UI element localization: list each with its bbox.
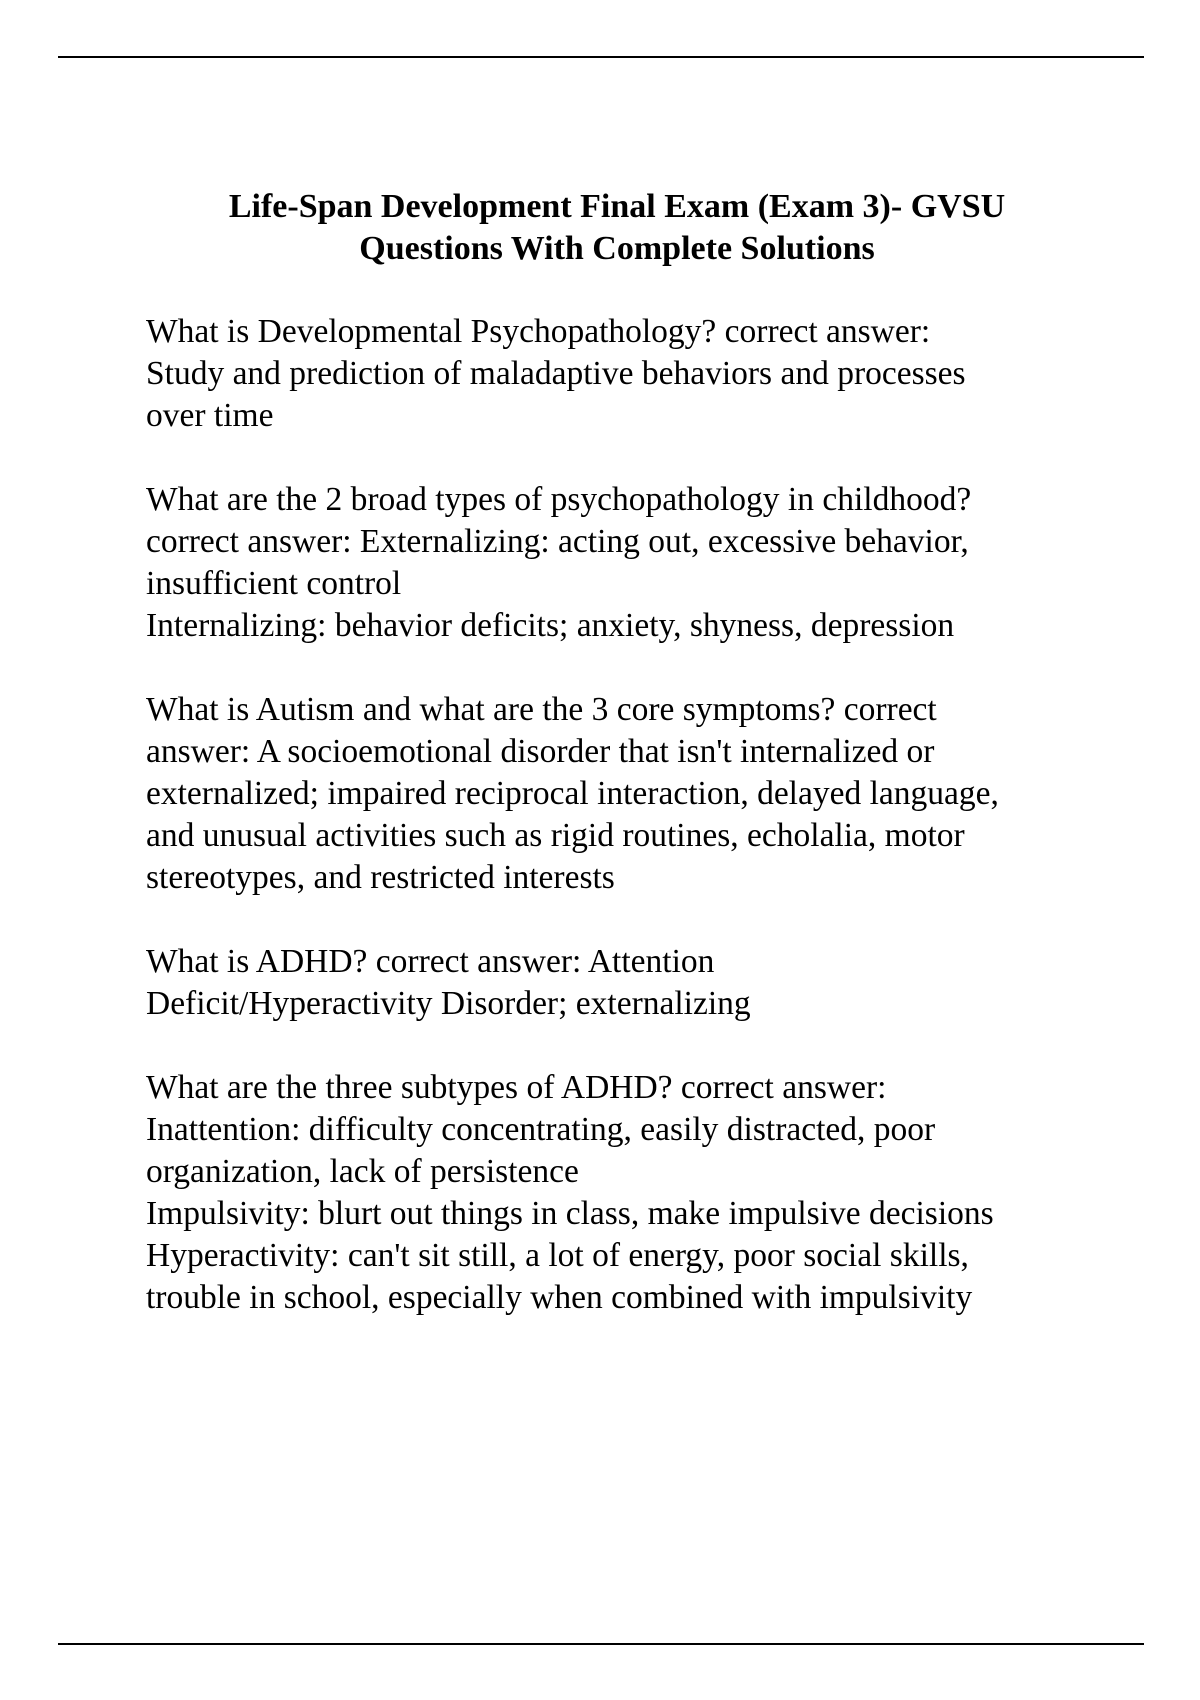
qa-line: What are the 2 broad types of psychopathology in childhood?	[146, 481, 972, 518]
qa-line: over time	[146, 397, 274, 434]
qa-line: correct answer: Externalizing: acting out, excessive behavior,	[146, 523, 969, 560]
document-body	[146, 311, 1156, 1361]
document-title	[0, 186, 1200, 270]
qa-line: What is Autism and what are the 3 core symptoms? correct	[146, 691, 937, 728]
qa-block-psychopathology-types	[146, 479, 1156, 647]
qa-line: Study and prediction of maladaptive behaviors and processes	[146, 355, 966, 392]
qa-block-developmental-psychopathology	[146, 311, 1156, 437]
qa-line: What are the three subtypes of ADHD? correct answer:	[146, 1069, 887, 1106]
title-line: Questions With Complete Solutions	[359, 230, 875, 267]
qa-line: trouble in school, especially when combined with impulsivity	[146, 1279, 973, 1316]
qa-line: organization, lack of persistence	[146, 1153, 579, 1190]
bottom-divider	[58, 1643, 1144, 1645]
qa-line: Inattention: difficulty concentrating, easily distracted, poor	[146, 1111, 936, 1148]
qa-line: externalized; impaired reciprocal interaction, delayed language,	[146, 775, 999, 812]
title-line: Life-Span Development Final Exam (Exam 3)- GVSU	[228, 188, 1006, 225]
qa-line: What is ADHD? correct answer: Attention	[146, 943, 715, 980]
qa-line: Hyperactivity: can't sit still, a lot of energy, poor social skills,	[146, 1237, 969, 1274]
qa-line: answer: A socioemotional disorder that isn't internalized or	[146, 733, 935, 770]
qa-line: and unusual activities such as rigid routines, echolalia, motor	[146, 817, 965, 854]
qa-block-autism	[146, 689, 1156, 899]
qa-line: Deficit/Hyperactivity Disorder; externalizing	[146, 985, 751, 1022]
qa-line: Impulsivity: blurt out things in class, make impulsive decisions	[146, 1195, 994, 1232]
top-divider	[58, 56, 1144, 58]
qa-line: Internalizing: behavior deficits; anxiety, shyness, depression	[146, 607, 955, 644]
qa-block-adhd	[146, 941, 1156, 1025]
qa-block-adhd-subtypes	[146, 1067, 1156, 1319]
qa-line: stereotypes, and restricted interests	[146, 859, 615, 896]
qa-line: insufficient control	[146, 565, 402, 602]
qa-line: What is Developmental Psychopathology? correct answer:	[146, 313, 931, 350]
